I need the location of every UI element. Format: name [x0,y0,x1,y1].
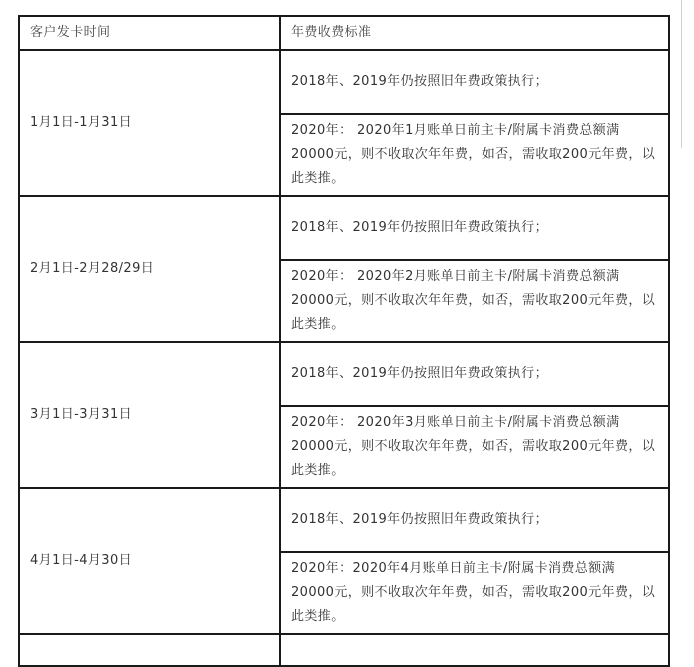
new-policy-cell: 2020年： 2020年1月账单日前主卡/附属卡消费总额满20000元，则不收取次年年费，如否，需收取200元年费，以此类推。 [280,114,669,196]
table-row [19,488,669,552]
header-fee-standard: 年费收费标准 [280,16,669,50]
scrollbar-edge [681,0,682,148]
old-policy-cell: 2018年、2019年仍按照旧年费政策执行； [280,50,669,114]
new-policy-cell: 2020年： 2020年3月账单日前主卡/附属卡消费总额满20000元，则不收取次年年费，如否，需收取200元年费，以此类推。 [280,406,669,488]
table-row [19,196,669,260]
old-policy-cell: 2018年、2019年仍按照旧年费政策执行； [280,488,669,552]
policy-cell-cut [280,634,669,666]
table-row [19,342,669,406]
table-row-partial [19,634,669,666]
period-cell: 4月1日-4月30日 [19,488,280,634]
header-card-issue-time: 客户发卡时间 [19,16,280,50]
annual-fee-table [18,15,670,667]
old-policy-cell: 2018年、2019年仍按照旧年费政策执行； [280,342,669,406]
period-cell: 1月1日-1月31日 [19,50,280,196]
table-header-row [19,16,669,50]
period-cell-cut [19,634,280,666]
table-row [19,50,669,114]
new-policy-cell: 2020年：2020年4月账单日前主卡/附属卡消费总额满20000元，则不收取次年年费，如否，需收取200元年费，以此类推。 [280,552,669,634]
period-cell: 3月1日-3月31日 [19,342,280,488]
new-policy-cell: 2020年： 2020年2月账单日前主卡/附属卡消费总额满20000元，则不收取次年年费，如否，需收取200元年费，以此类推。 [280,260,669,342]
old-policy-cell: 2018年、2019年仍按照旧年费政策执行； [280,196,669,260]
period-cell: 2月1日-2月28/29日 [19,196,280,342]
